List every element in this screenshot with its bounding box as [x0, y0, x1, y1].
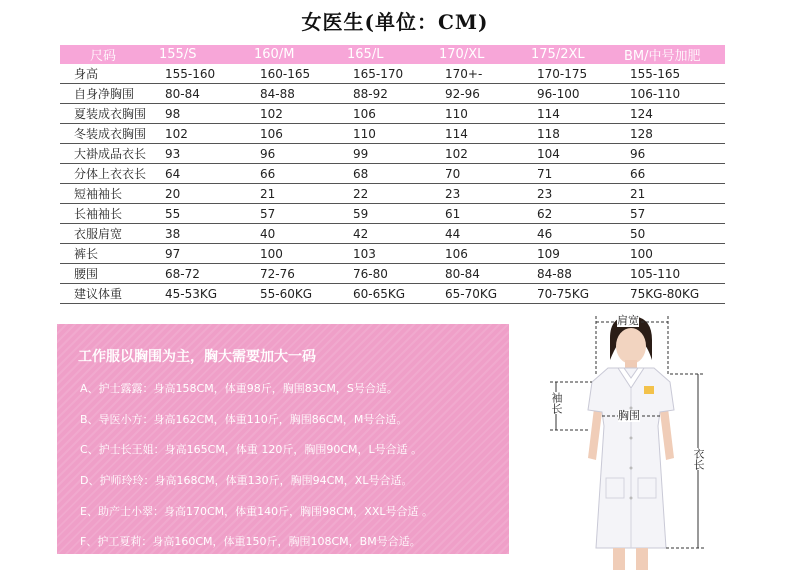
- row-label: 腰围: [60, 264, 153, 284]
- row-label: 身高: [60, 64, 153, 84]
- table-cell: 23: [433, 184, 525, 204]
- example-line-f: F、护工夏莉：身高160CM，体重150斤，胸围108CM，BM号合适。: [80, 535, 421, 548]
- table-row: [60, 264, 725, 284]
- example-panel: [57, 324, 509, 554]
- table-cell: 106: [433, 244, 525, 264]
- table-row: [60, 144, 725, 164]
- table-cell: 96: [618, 144, 725, 164]
- garment-length-label: 衣长: [692, 448, 705, 470]
- table-body: [60, 64, 725, 304]
- table-row: [60, 224, 725, 244]
- table-cell: 98: [153, 104, 248, 124]
- table-cell: 62: [525, 204, 618, 224]
- row-label: 裤长: [60, 244, 153, 264]
- table-cell: 61: [433, 204, 525, 224]
- size-table: [60, 45, 725, 304]
- table-cell: 114: [525, 104, 618, 124]
- table-cell: 96-100: [525, 84, 618, 104]
- table-cell: 106: [341, 104, 433, 124]
- example-line-e: E、助产士小翠：身高170CM，体重140斤，胸围98CM，XXL号合适 。: [80, 505, 433, 518]
- page-title: 女医生(单位：CM): [301, 10, 489, 34]
- table-cell: 106: [248, 124, 341, 144]
- table-cell: 20: [153, 184, 248, 204]
- table-cell: 109: [525, 244, 618, 264]
- table-cell: 57: [248, 204, 341, 224]
- example-line-a: A、护士露露：身高158CM，体重98斤，胸围83CM，S号合适。: [80, 382, 398, 395]
- table-cell: 38: [153, 224, 248, 244]
- table-cell: 64: [153, 164, 248, 184]
- table-cell: 40: [248, 224, 341, 244]
- row-label: 自身净胸围: [60, 84, 153, 104]
- table-cell: 110: [433, 104, 525, 124]
- table-cell: 124: [618, 104, 725, 124]
- table-cell: 75KG-80KG: [618, 284, 725, 304]
- table-cell: 45-53KG: [153, 284, 248, 304]
- table-cell: 72-76: [248, 264, 341, 284]
- table-cell: 66: [248, 164, 341, 184]
- panel-heading: 工作服以胸围为主，胸大需要加大一码: [78, 349, 316, 365]
- table-cell: 110: [341, 124, 433, 144]
- sleeve-length-label: 袖长: [550, 392, 563, 414]
- table-cell: 60-65KG: [341, 284, 433, 304]
- table-cell: 66: [618, 164, 725, 184]
- table-cell: 50: [618, 224, 725, 244]
- row-label: 分体上衣衣长: [60, 164, 153, 184]
- table-cell: 55-60KG: [248, 284, 341, 304]
- table-cell: 68-72: [153, 264, 248, 284]
- table-cell: 23: [525, 184, 618, 204]
- chest-label: 胸围: [618, 409, 640, 422]
- table-cell: 170+-: [433, 64, 525, 84]
- header-160m: 160/M: [248, 45, 341, 64]
- table-row: [60, 204, 725, 224]
- table-cell: 70: [433, 164, 525, 184]
- table-cell: 21: [618, 184, 725, 204]
- row-label: 夏装成衣胸围: [60, 104, 153, 124]
- table-cell: 93: [153, 144, 248, 164]
- table-cell: 102: [248, 104, 341, 124]
- row-label: 衣服肩宽: [60, 224, 153, 244]
- table-row: [60, 164, 725, 184]
- table-cell: 92-96: [433, 84, 525, 104]
- table-cell: 21: [248, 184, 341, 204]
- table-cell: 88-92: [341, 84, 433, 104]
- example-line-c: C、护士长王姐：身高165CM，体重 120斤，胸围90CM，L号合适 。: [80, 443, 423, 456]
- table-cell: 170-175: [525, 64, 618, 84]
- table-row: [60, 84, 725, 104]
- table-cell: 46: [525, 224, 618, 244]
- table-cell: 55: [153, 204, 248, 224]
- header-bm: BM/中号加肥: [618, 45, 725, 64]
- table-cell: 118: [525, 124, 618, 144]
- header-1752xl: 175/2XL: [525, 45, 618, 64]
- table-row: [60, 284, 725, 304]
- table-cell: 96: [248, 144, 341, 164]
- table-row: [60, 124, 725, 144]
- table-cell: 155-160: [153, 64, 248, 84]
- nurse-illustration: [530, 308, 735, 573]
- table-cell: 102: [153, 124, 248, 144]
- table-cell: 155-165: [618, 64, 725, 84]
- table-row: [60, 104, 725, 124]
- table-cell: 99: [341, 144, 433, 164]
- table-cell: 76-80: [341, 264, 433, 284]
- shoulder-width-label: 肩宽: [617, 314, 639, 327]
- table-cell: 104: [525, 144, 618, 164]
- row-label: 大褂成品衣长: [60, 144, 153, 164]
- table-cell: 103: [341, 244, 433, 264]
- table-header-row: [60, 45, 725, 64]
- row-label: 短袖袖长: [60, 184, 153, 204]
- model-figure: [530, 308, 735, 573]
- header-165l: 165/L: [341, 45, 433, 64]
- header-155s: 155/S: [153, 45, 248, 64]
- table-cell: 84-88: [248, 84, 341, 104]
- row-label: 建议体重: [60, 284, 153, 304]
- table-cell: 44: [433, 224, 525, 244]
- header-170xl: 170/XL: [433, 45, 525, 64]
- table-cell: 100: [248, 244, 341, 264]
- table-cell: 80-84: [433, 264, 525, 284]
- table-cell: 100: [618, 244, 725, 264]
- table-cell: 57: [618, 204, 725, 224]
- table-cell: 114: [433, 124, 525, 144]
- table-row: [60, 64, 725, 84]
- table-cell: 128: [618, 124, 725, 144]
- example-line-d: D、护师玲玲：身高168CM，体重130斤，胸围94CM，XL号合适。: [80, 474, 413, 487]
- table-cell: 105-110: [618, 264, 725, 284]
- table-cell: 97: [153, 244, 248, 264]
- table-cell: 106-110: [618, 84, 725, 104]
- table-cell: 42: [341, 224, 433, 244]
- table-cell: 102: [433, 144, 525, 164]
- example-line-b: B、导医小方：身高162CM，体重110斤，胸围86CM，M号合适。: [80, 413, 408, 426]
- row-label: 冬装成衣胸围: [60, 124, 153, 144]
- table-cell: 160-165: [248, 64, 341, 84]
- table-cell: 59: [341, 204, 433, 224]
- table-cell: 65-70KG: [433, 284, 525, 304]
- table-cell: 22: [341, 184, 433, 204]
- header-size: 尺码: [60, 45, 153, 64]
- row-label: 长袖袖长: [60, 204, 153, 224]
- table-row: [60, 244, 725, 264]
- table-cell: 84-88: [525, 264, 618, 284]
- table-cell: 70-75KG: [525, 284, 618, 304]
- table-cell: 80-84: [153, 84, 248, 104]
- table-cell: 71: [525, 164, 618, 184]
- table-cell: 68: [341, 164, 433, 184]
- table-row: [60, 184, 725, 204]
- table-cell: 165-170: [341, 64, 433, 84]
